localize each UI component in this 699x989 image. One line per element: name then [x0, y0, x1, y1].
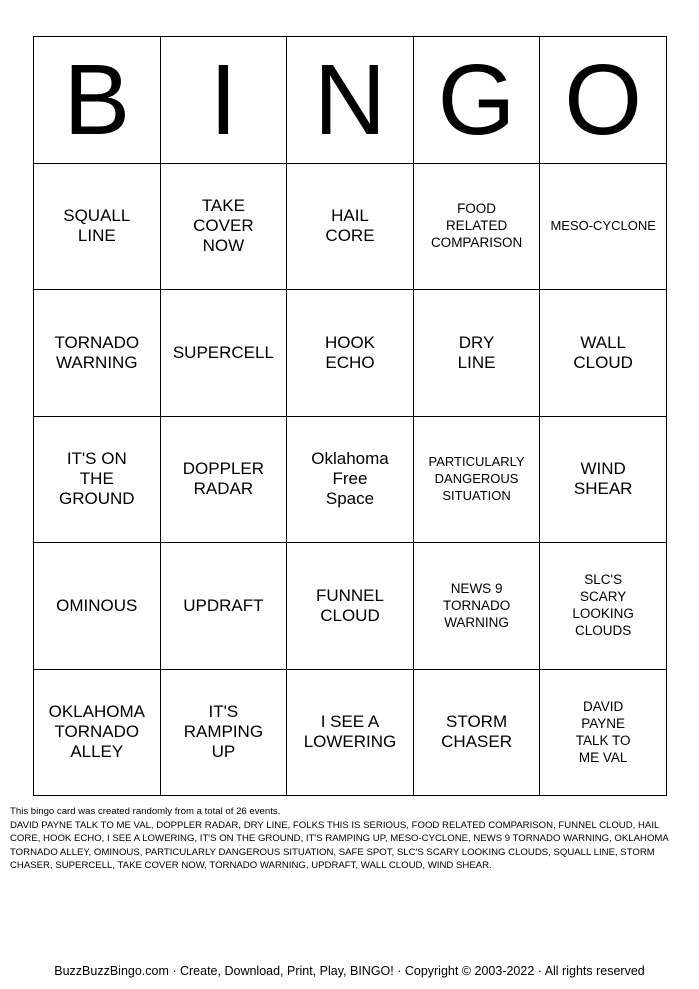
cell-text: TAKE COVER NOW	[193, 196, 254, 256]
header-letter-n: N	[287, 37, 414, 164]
bingo-cell	[413, 669, 540, 796]
notes-event-list: DAVID PAYNE TALK TO ME VAL, DOPPLER RADAR, DRY LINE, FOLKS THIS IS SERIOUS, FOOD RELATED COMPARISON, FUNNEL CLOUD, HAIL CORE, HOOK ECHO, I SEE A LOWERING, IT'S ON THE GROUND, IT'S RAMPING UP, MESO-CYCLONE, NEWS 9 TORNADO WARNING, OKLAHOMA TORNADO ALLEY, OMINOUS, PARTICULARLY DANGEROUS SITUATION, SAFE SPOT, SLC'S SCARY LOOKING CLOUDS, SQUALL LINE, STORM CHASER, SUPERCELL, TAKE COVER NOW, TORNADO WARNING, UPDRAFT, WALL CLOUD, WIND SHEAR.	[10, 819, 669, 871]
card-notes	[10, 805, 692, 873]
cell-text: SLC'S SCARY LOOKING CLOUDS	[572, 572, 634, 639]
cell-text: IT'S RAMPING UP	[183, 702, 264, 762]
cell-text: HOOK ECHO	[324, 332, 376, 372]
header-row	[34, 37, 667, 164]
bingo-cell	[160, 290, 287, 417]
bingo-row	[34, 416, 667, 543]
free-space-text: Oklahoma Free Space	[311, 449, 389, 509]
bingo-cell	[540, 669, 667, 796]
bingo-row	[34, 163, 667, 290]
bingo-cell	[287, 290, 414, 417]
free-space-cell	[287, 416, 414, 543]
bingo-cell	[540, 416, 667, 543]
bingo-cell	[160, 416, 287, 543]
cell-text: NEWS 9 TORNADO WARNING	[442, 580, 511, 630]
cell-text: PARTICULARLY DANGEROUS SITUATION	[428, 454, 525, 504]
cell-text: MESO-CYCLONE	[550, 218, 656, 234]
bingo-cell	[413, 416, 540, 543]
cell-text: TORNADO WARNING	[54, 332, 140, 372]
bingo-row	[34, 290, 667, 417]
cell-text: FUNNEL CLOUD	[315, 585, 384, 625]
cell-text: STORM CHASER	[441, 712, 512, 752]
cell-text: DAVID PAYNE TALK TO ME VAL	[575, 698, 631, 765]
cell-text: SQUALL LINE	[63, 206, 131, 246]
bingo-cell	[287, 163, 414, 290]
footer-credit: BuzzBuzzBingo.com · Create, Download, Print, Play, BINGO! · Copyright © 2003-2022 · All rights reserved	[54, 964, 645, 978]
bingo-cell	[413, 290, 540, 417]
bingo-cell	[34, 543, 161, 670]
header-letter-i: I	[160, 37, 287, 164]
bingo-cell	[287, 669, 414, 796]
header-letter-o: O	[540, 37, 667, 164]
bingo-cell	[160, 543, 287, 670]
bingo-cell	[160, 669, 287, 796]
cell-text: WIND SHEAR	[573, 459, 633, 499]
cell-text: OMINOUS	[56, 595, 138, 615]
bingo-cell	[34, 416, 161, 543]
bingo-cell	[540, 163, 667, 290]
cell-text: IT'S ON THE GROUND	[59, 449, 135, 509]
bingo-card	[33, 36, 667, 796]
bingo-cell	[34, 669, 161, 796]
cell-text: DOPPLER RADAR	[182, 459, 265, 499]
bingo-cell	[160, 163, 287, 290]
cell-text: WALL CLOUD	[573, 332, 633, 372]
bingo-cell	[540, 543, 667, 670]
header-letter-g: G	[413, 37, 540, 164]
cell-text: UPDRAFT	[183, 595, 264, 615]
bingo-cell	[34, 290, 161, 417]
cell-text: DRY LINE	[457, 332, 496, 372]
bingo-cell	[34, 163, 161, 290]
bingo-row	[34, 669, 667, 796]
bingo-row	[34, 543, 667, 670]
cell-text: I SEE A LOWERING	[303, 712, 397, 752]
header-letter-b: B	[34, 37, 161, 164]
bingo-cell	[287, 543, 414, 670]
cell-text: HAIL CORE	[325, 206, 375, 246]
cell-text: FOOD RELATED COMPARISON	[430, 201, 523, 251]
notes-intro: This bingo card was created randomly from a total of 26 events.	[10, 806, 281, 817]
cell-text: SUPERCELL	[172, 342, 274, 362]
bingo-cell	[540, 290, 667, 417]
cell-text: OKLAHOMA TORNADO ALLEY	[48, 702, 145, 762]
bingo-cell	[413, 163, 540, 290]
bingo-cell	[413, 543, 540, 670]
